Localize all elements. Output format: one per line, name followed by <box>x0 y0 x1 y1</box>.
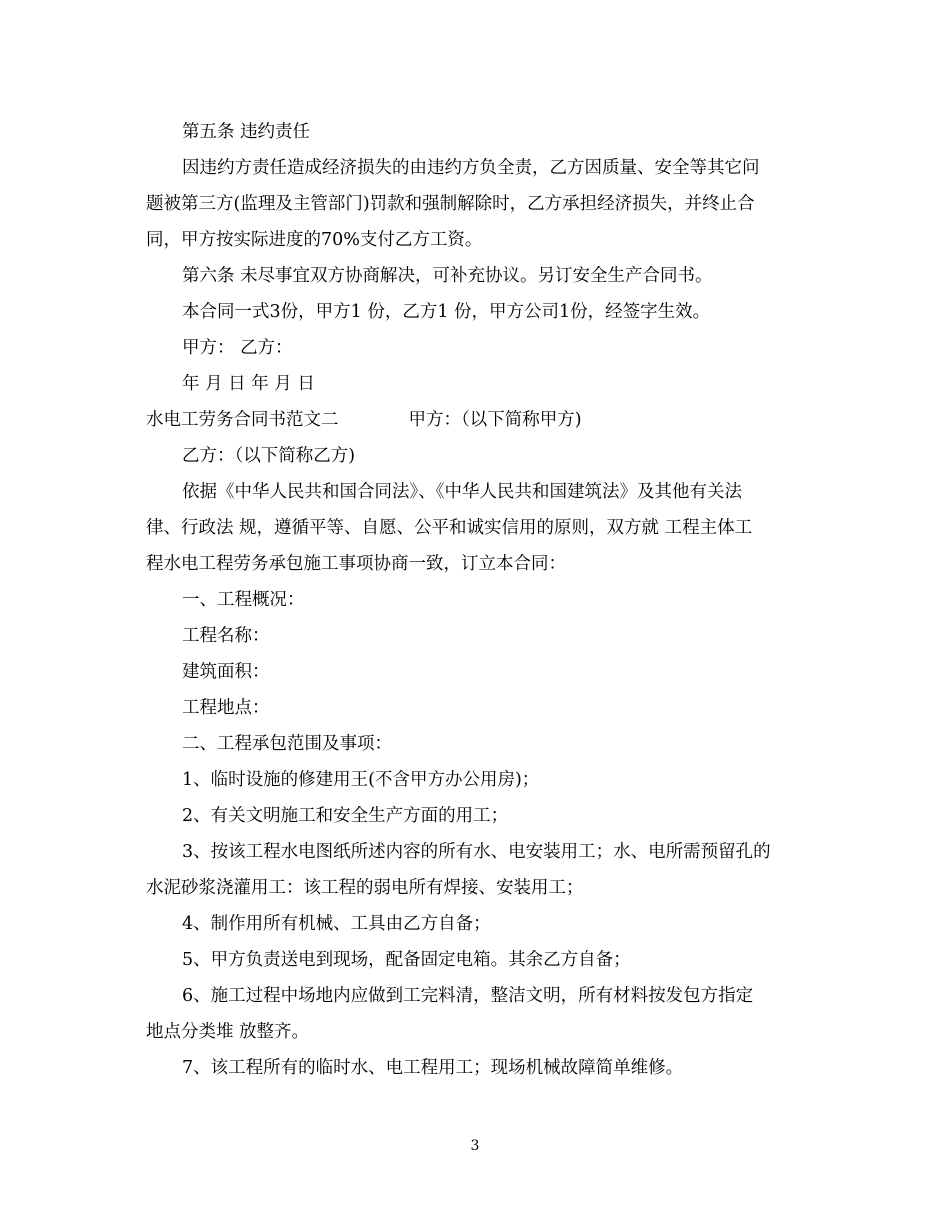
paragraph-line: 题被第三方(监理及主管部门)罚款和强制解除时，乙方承担经济损失，并终止合 <box>146 194 755 214</box>
section-heading: 二、工程承包范围及事项： <box>182 734 392 754</box>
list-item: 5、甲方负责送电到现场，配备固定电箱。其余乙方自备； <box>182 950 631 970</box>
paragraph-line: 程水电工程劳务承包施工事项协商一致，订立本合同： <box>146 554 566 574</box>
field-line: 工程地点： <box>182 698 270 718</box>
section-title-line <box>146 402 810 438</box>
paragraph-line: 律、行政法 规，遵循平等、自愿、公平和诚实信用的原则，双方就 工程主体工 <box>146 518 753 538</box>
list-item-continuation: 地点分类堆 放整齐。 <box>146 1022 310 1042</box>
field-line: 建筑面积： <box>182 662 270 682</box>
section-title: 水电工劳务合同书范文二 <box>146 410 339 430</box>
paragraph-line: 因违约方责任造成经济损失的由违约方负全责，乙方因质量、安全等其它问 <box>182 158 760 178</box>
list-item: 2、有关文明施工和安全生产方面的用工； <box>182 806 509 826</box>
paragraph-line: 本合同一式3份，甲方1 份，乙方1 份，甲方公司1份，经签字生效。 <box>182 302 711 322</box>
article-5-heading: 第五条 违约责任 <box>182 122 311 142</box>
paragraph-line: 同，甲方按实际进度的70%支付乙方工资。 <box>146 230 483 250</box>
paragraph-line: 依据《中华人民共和国合同法》、《中华人民共和国建筑法》及其他有关法 <box>182 482 742 502</box>
signature-parties-line: 甲方： 乙方： <box>182 338 293 358</box>
list-item: 3、按该工程水电图纸所述内容的所有水、电安装用工；水、电所需预留孔的 <box>182 842 771 862</box>
list-item: 7、该工程所有的临时水、电工程用工；现场机械故障简单维修。 <box>182 1058 684 1078</box>
page-number: 3 <box>470 1138 480 1154</box>
signature-date-line: 年 月 日 年 月 日 <box>182 374 315 394</box>
list-item: 4、制作用所有机械、工具由乙方自备； <box>182 914 491 934</box>
list-item: 6、施工过程中场地内应做到工完料清，整洁文明，所有材料按发包方指定 <box>182 986 754 1006</box>
party-a-line: 甲方：（以下简称甲方) <box>408 410 582 430</box>
party-b-line: 乙方：（以下简称乙方) <box>182 446 356 466</box>
article-6-line: 第六条 未尽事宜双方协商解决，可补充协议。另订安全生产合同书。 <box>182 266 713 286</box>
section-heading: 一、工程概况： <box>182 590 305 610</box>
list-item: 1、临时设施的修建用王(不含甲方办公用房)； <box>182 770 540 790</box>
field-line: 工程名称： <box>182 626 270 646</box>
document-body <box>146 114 810 1086</box>
list-item-continuation: 水泥砂浆浇灌用工：该工程的弱电所有焊接、安装用工； <box>146 878 584 898</box>
